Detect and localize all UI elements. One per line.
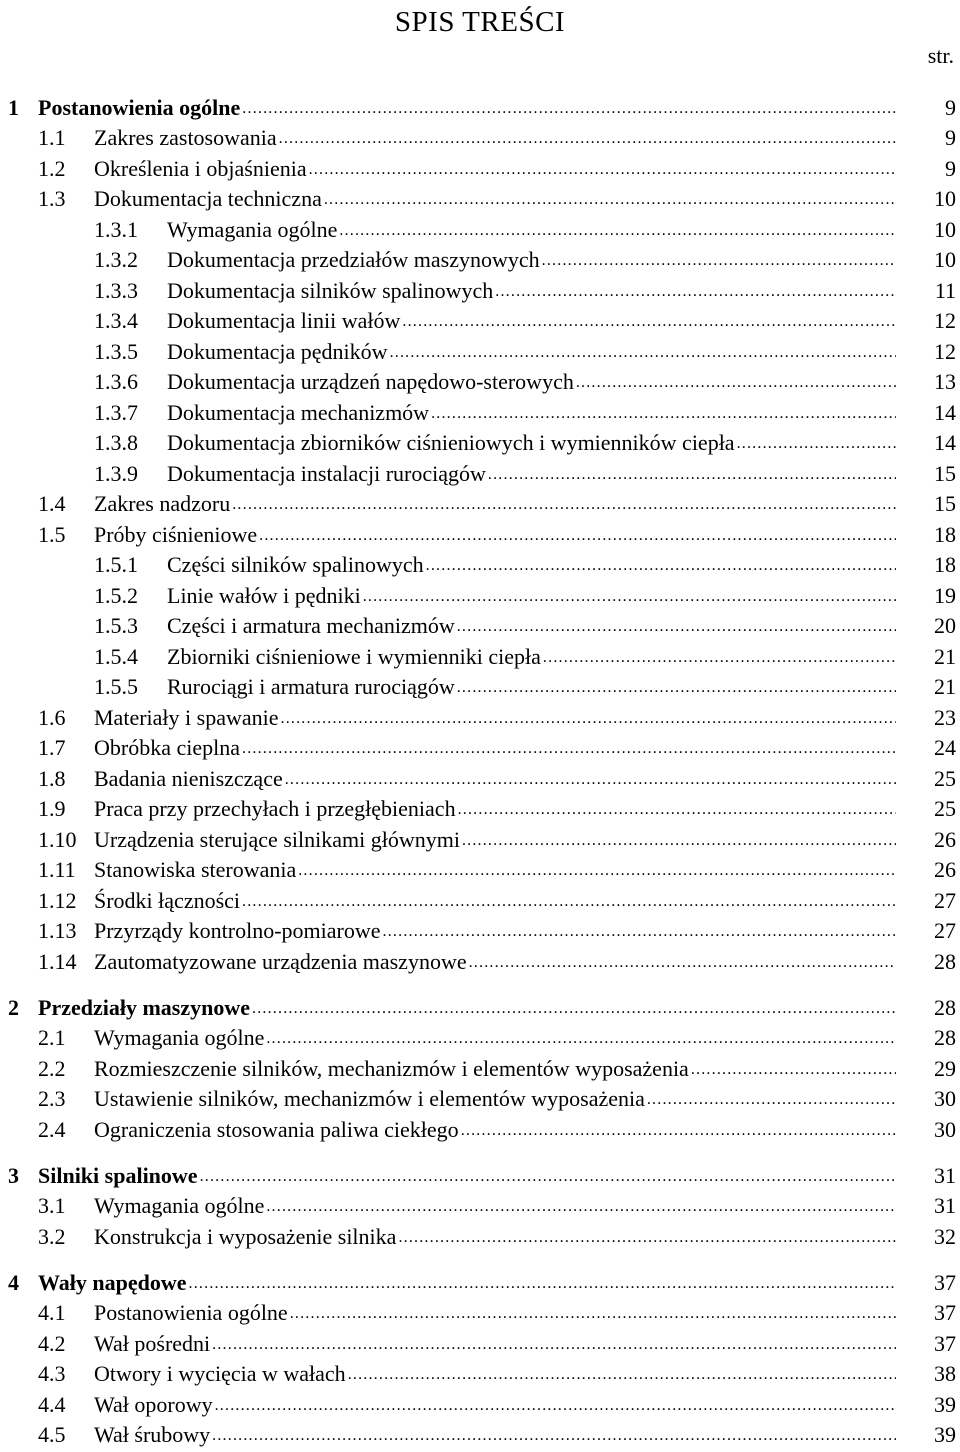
toc-row[interactable] <box>0 826 960 854</box>
dot-leader <box>398 1223 896 1253</box>
toc-page-number: 23 <box>934 705 956 730</box>
dot-leader <box>290 1299 896 1329</box>
toc-number: 1.6 <box>38 705 66 730</box>
dot-leader <box>543 643 896 673</box>
toc-title: Dokumentacja urządzeń napędowo-sterowych <box>167 369 574 394</box>
toc-number: 4.3 <box>38 1361 66 1386</box>
toc-number: 1.14 <box>38 949 77 974</box>
dot-leader <box>242 94 896 124</box>
dot-leader <box>348 1360 896 1390</box>
toc-page-number: 37 <box>934 1331 956 1356</box>
toc-title: Wał śrubowy <box>94 1422 211 1447</box>
dot-leader <box>495 277 896 307</box>
toc-number: 1.3.7 <box>94 400 138 425</box>
toc-title: Dokumentacja instalacji rurociągów <box>167 461 486 486</box>
toc-title: Konstrukcja i wyposażenie silnika <box>94 1224 397 1249</box>
toc-chapter-row[interactable] <box>0 1269 960 1297</box>
dot-leader <box>279 124 896 154</box>
toc-page-number: 12 <box>934 339 956 364</box>
toc-title: Badania nieniszczące <box>94 766 283 791</box>
toc-row[interactable] <box>0 1223 960 1251</box>
toc-number: 1.3.4 <box>94 308 138 333</box>
toc-number: 1.5.3 <box>94 613 138 638</box>
toc-page-number: 39 <box>934 1392 956 1417</box>
toc-row[interactable] <box>0 1085 960 1113</box>
toc-row[interactable] <box>0 490 960 518</box>
toc-title: Wał oporowy <box>94 1392 213 1417</box>
toc-title: Dokumentacja linii wałów <box>167 308 401 333</box>
toc-page-number: 12 <box>934 308 956 333</box>
dot-leader <box>363 582 896 612</box>
dot-leader <box>737 429 896 459</box>
dot-leader <box>457 612 896 642</box>
dot-leader <box>402 307 896 337</box>
toc-page-number: 28 <box>934 1025 956 1050</box>
toc-page-number: 18 <box>934 522 956 547</box>
toc-row[interactable] <box>0 1299 960 1327</box>
toc-row[interactable] <box>0 673 960 701</box>
toc-row[interactable] <box>0 1391 960 1419</box>
toc-chapter-row[interactable] <box>0 994 960 1022</box>
toc-page-number: 31 <box>934 1193 956 1218</box>
toc-row[interactable] <box>0 551 960 579</box>
toc-row[interactable] <box>0 460 960 488</box>
toc-row[interactable] <box>0 1421 960 1449</box>
toc-title: Części i armatura mechanizmów <box>167 613 455 638</box>
toc-number: 1.1 <box>38 125 66 150</box>
toc-page-number: 10 <box>934 217 956 242</box>
toc-page-number: 30 <box>934 1117 956 1142</box>
dot-leader <box>252 994 896 1024</box>
toc-number: 2.3 <box>38 1086 66 1111</box>
toc-row[interactable] <box>0 521 960 549</box>
dot-leader <box>242 734 896 764</box>
dot-leader <box>309 155 896 185</box>
toc-number: 1.5.5 <box>94 674 138 699</box>
toc-page-number: 9 <box>945 95 956 120</box>
toc-title: Praca przy przechyłach i przegłębieniach <box>94 796 456 821</box>
toc-row[interactable] <box>0 277 960 305</box>
toc-row[interactable] <box>0 643 960 671</box>
toc-title: Zakres nadzoru <box>94 491 231 516</box>
toc-number: 3.1 <box>38 1193 66 1218</box>
toc-page-number: 38 <box>934 1361 956 1386</box>
toc-title: Zbiorniki ciśnieniowe i wymienniki ciepła <box>167 644 541 669</box>
toc-number: 3.2 <box>38 1224 66 1249</box>
toc-number: 1.3.5 <box>94 339 138 364</box>
toc-title: Stanowiska sterowania <box>94 857 297 882</box>
toc-title: Urządzenia sterujące silnikami głównymi <box>94 827 460 852</box>
dot-leader <box>200 1162 896 1192</box>
toc-row[interactable] <box>0 185 960 213</box>
toc-title: Zautomatyzowane urządzenia maszynowe <box>94 949 467 974</box>
toc-row[interactable] <box>0 1116 960 1144</box>
toc-page-number: 13 <box>934 369 956 394</box>
toc-page-number: 37 <box>934 1300 956 1325</box>
toc-title: Rozmieszczenie silników, mechanizmów i elementów wyposażenia <box>94 1056 689 1081</box>
toc-page-number: 18 <box>934 552 956 577</box>
toc-title: Wymagania ogólne <box>94 1193 265 1218</box>
toc-page-number: 24 <box>934 735 956 760</box>
toc-page-number: 32 <box>934 1224 956 1249</box>
toc-number: 2.4 <box>38 1117 66 1142</box>
toc-title: Przedziały maszynowe <box>38 995 250 1020</box>
dot-leader <box>462 826 896 856</box>
dot-leader <box>383 917 896 947</box>
toc-page-number: 27 <box>934 918 956 943</box>
toc-page-number: 9 <box>945 156 956 181</box>
toc-title: Linie wałów i pędniki <box>167 583 361 608</box>
toc-row[interactable] <box>0 155 960 183</box>
dot-leader <box>212 1330 896 1360</box>
toc-number: 4 <box>8 1270 19 1295</box>
toc-number: 1.3.8 <box>94 430 138 455</box>
toc-title: Ustawienie silników, mechanizmów i elementów wyposażenia <box>94 1086 645 1111</box>
toc-page-number: 26 <box>934 857 956 882</box>
dot-leader <box>281 704 897 734</box>
toc-title: Przyrządy kontrolno-pomiarowe <box>94 918 381 943</box>
toc-number: 2 <box>8 995 19 1020</box>
dot-leader <box>469 948 896 978</box>
toc-page-number: 9 <box>945 125 956 150</box>
toc-title: Dokumentacja silników spalinowych <box>167 278 494 303</box>
toc-row[interactable] <box>0 582 960 610</box>
toc-title: Dokumentacja przedziałów maszynowych <box>167 247 540 272</box>
toc-page-number: 27 <box>934 888 956 913</box>
toc-title: Obróbka cieplna <box>94 735 240 760</box>
toc-title: Rurociągi i armatura rurociągów <box>167 674 455 699</box>
dot-leader <box>691 1055 896 1085</box>
toc-title: Dokumentacja mechanizmów <box>167 400 430 425</box>
toc-row[interactable] <box>0 1192 960 1220</box>
toc-title: Silniki spalinowe <box>38 1163 198 1188</box>
page-title: SPIS TREŚCI <box>394 6 566 38</box>
toc-row[interactable] <box>0 1055 960 1083</box>
toc-page-number: 30 <box>934 1086 956 1111</box>
toc-number: 1.4 <box>38 491 66 516</box>
dot-leader <box>426 551 896 581</box>
toc-row[interactable] <box>0 338 960 366</box>
toc-number: 2.1 <box>38 1025 66 1050</box>
toc-title: Określenia i objaśnienia <box>94 156 307 181</box>
toc-number: 1.3.6 <box>94 369 138 394</box>
dot-leader <box>457 673 896 703</box>
toc-row[interactable] <box>0 368 960 396</box>
toc-number: 1.3.1 <box>94 217 138 242</box>
toc-title: Materiały i spawanie <box>94 705 279 730</box>
toc-page-number: 10 <box>934 186 956 211</box>
toc-page-number: 28 <box>934 949 956 974</box>
toc-chapter-row[interactable] <box>0 1162 960 1190</box>
toc-title: Wały napędowe <box>38 1270 187 1295</box>
toc-chapter-row[interactable] <box>0 94 960 122</box>
toc-number: 1.3.9 <box>94 461 138 486</box>
toc-number: 3 <box>8 1163 19 1188</box>
toc-title: Otwory i wycięcia w wałach <box>94 1361 346 1386</box>
toc-title: Zakres zastosowania <box>94 125 277 150</box>
dot-leader <box>324 185 896 215</box>
dot-leader <box>458 795 896 825</box>
dot-leader <box>212 1421 896 1451</box>
toc-title: Wymagania ogólne <box>94 1025 265 1050</box>
toc-number: 4.4 <box>38 1392 66 1417</box>
toc-number: 1.3.3 <box>94 278 138 303</box>
toc-page-number: 39 <box>934 1422 956 1447</box>
toc-title: Postanowienia ogólne <box>94 1300 288 1325</box>
toc-title: Ograniczenia stosowania paliwa ciekłego <box>94 1117 459 1142</box>
toc-number: 1.11 <box>38 857 76 882</box>
toc-row[interactable] <box>0 246 960 274</box>
toc-page-number: 15 <box>934 491 956 516</box>
toc-page-number: 14 <box>934 430 956 455</box>
dot-leader <box>285 765 896 795</box>
dot-leader <box>576 368 896 398</box>
toc-page-number: 21 <box>934 644 956 669</box>
toc-number: 1.5.1 <box>94 552 138 577</box>
toc-row[interactable] <box>0 124 960 152</box>
toc-page-number: 14 <box>934 400 956 425</box>
toc-number: 1.5.4 <box>94 644 138 669</box>
toc-number: 1.13 <box>38 918 77 943</box>
dot-leader <box>189 1269 896 1299</box>
toc-row[interactable] <box>0 1330 960 1358</box>
toc-row[interactable] <box>0 795 960 823</box>
toc-page-number: 11 <box>934 278 956 303</box>
dot-leader <box>215 1391 896 1421</box>
toc-number: 1.8 <box>38 766 66 791</box>
toc-page-number: 21 <box>934 674 956 699</box>
toc-row[interactable] <box>0 216 960 244</box>
toc-page-number: 10 <box>934 247 956 272</box>
toc-number: 1.7 <box>38 735 66 760</box>
toc-number: 1.9 <box>38 796 66 821</box>
toc-row[interactable] <box>0 948 960 976</box>
toc-row[interactable] <box>0 765 960 793</box>
toc-page-number: 31 <box>934 1163 956 1188</box>
toc-title: Próby ciśnieniowe <box>94 522 258 547</box>
toc-row[interactable] <box>0 917 960 945</box>
toc-row[interactable] <box>0 734 960 762</box>
toc-number: 4.1 <box>38 1300 66 1325</box>
dot-leader <box>232 490 896 520</box>
toc-row[interactable] <box>0 887 960 915</box>
toc-row[interactable] <box>0 704 960 732</box>
toc-title: Wymagania ogólne <box>167 217 338 242</box>
dot-leader <box>266 1192 896 1222</box>
dot-leader <box>647 1085 896 1115</box>
toc-number: 1 <box>8 95 19 120</box>
toc-number: 1.2 <box>38 156 66 181</box>
toc-number: 1.10 <box>38 827 77 852</box>
dot-leader <box>298 856 896 886</box>
dot-leader <box>461 1116 896 1146</box>
toc-number: 1.5 <box>38 522 66 547</box>
dot-leader <box>242 887 896 917</box>
toc-title: Dokumentacja zbiorników ciśnieniowych i wymienników ciepła <box>167 430 735 455</box>
dot-leader <box>266 1024 896 1054</box>
toc-row[interactable] <box>0 307 960 335</box>
dot-leader <box>431 399 896 429</box>
toc-page-number: 25 <box>934 766 956 791</box>
toc-title: Postanowienia ogólne <box>38 95 241 120</box>
toc-page-number: 25 <box>934 796 956 821</box>
toc-number: 4.5 <box>38 1422 66 1447</box>
toc-page-number: 20 <box>934 613 956 638</box>
toc-row[interactable] <box>0 429 960 457</box>
toc-row[interactable] <box>0 1024 960 1052</box>
toc-number: 2.2 <box>38 1056 66 1081</box>
toc-number: 1.3 <box>38 186 66 211</box>
dot-leader <box>542 246 896 276</box>
dot-leader <box>488 460 896 490</box>
toc-page-number: 37 <box>934 1270 956 1295</box>
toc-title: Wał pośredni <box>94 1331 211 1356</box>
toc-title: Części silników spalinowych <box>167 552 424 577</box>
toc-number: 1.12 <box>38 888 77 913</box>
toc-title: Dokumentacja techniczna <box>94 186 322 211</box>
toc-number: 1.5.2 <box>94 583 138 608</box>
toc-page-number: 29 <box>934 1056 956 1081</box>
dot-leader <box>339 216 896 246</box>
dot-leader <box>390 338 896 368</box>
toc-number: 1.3.2 <box>94 247 138 272</box>
toc-row[interactable] <box>0 399 960 427</box>
toc-page-number: 28 <box>934 995 956 1020</box>
toc-title: Dokumentacja pędników <box>167 339 388 364</box>
toc-title: Środki łączności <box>94 888 241 913</box>
toc-row[interactable] <box>0 856 960 884</box>
toc-number: 4.2 <box>38 1331 66 1356</box>
toc-row[interactable] <box>0 612 960 640</box>
dot-leader <box>259 521 896 551</box>
toc-page-number: 19 <box>934 583 956 608</box>
page-column-label: str. <box>927 43 954 68</box>
toc-page-number: 26 <box>934 827 956 852</box>
toc-page-number: 15 <box>934 461 956 486</box>
toc-row[interactable] <box>0 1360 960 1388</box>
